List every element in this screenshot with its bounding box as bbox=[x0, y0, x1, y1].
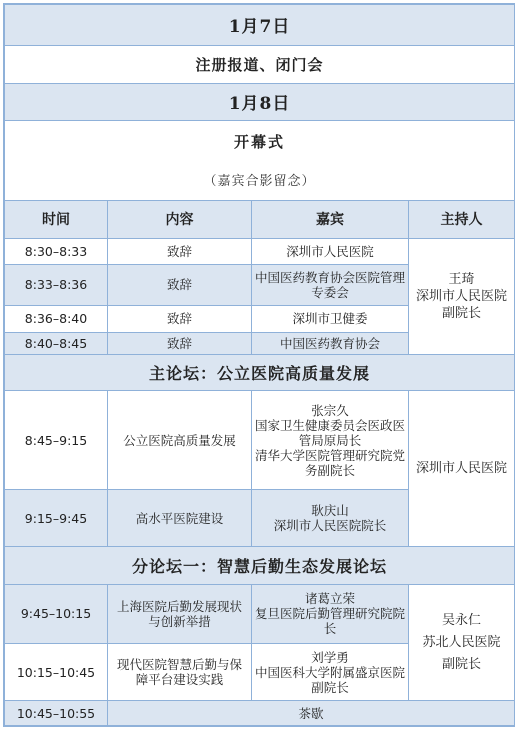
main-forum-guest: 耿庆山 深圳市人民医院院长 bbox=[252, 490, 409, 547]
opening-guest: 深圳市卫健委 bbox=[252, 305, 409, 332]
sub-forum-time: 9:45–10:15 bbox=[5, 584, 108, 643]
header-content: 内容 bbox=[108, 200, 252, 238]
sub-forum-title: 分论坛一：智慧后勤生态发展论坛 bbox=[5, 547, 515, 585]
main-forum-time: 9:15–9:45 bbox=[5, 490, 108, 547]
opening-content: 致辞 bbox=[108, 264, 252, 305]
agenda-table bbox=[4, 4, 515, 726]
opening-time: 8:33–8:36 bbox=[5, 264, 108, 305]
sub-forum-time: 10:15–10:45 bbox=[5, 643, 108, 701]
opening-time: 8:36–8:40 bbox=[5, 305, 108, 332]
opening-guest: 中国医药教育协会医院管理专委会 bbox=[252, 264, 409, 305]
main-forum-host: 深圳市人民医院 bbox=[409, 390, 515, 546]
sub-forum-content: 上海医院后勤发展现状与创新举措 bbox=[108, 584, 252, 643]
opening-time: 8:40–8:45 bbox=[5, 332, 108, 354]
header-guest: 嘉宾 bbox=[252, 200, 409, 238]
main-forum-content: 公立医院高质量发展 bbox=[108, 390, 252, 490]
ceremony-note: （嘉宾合影留念） bbox=[203, 174, 316, 190]
opening-guest: 深圳市人民医院 bbox=[252, 238, 409, 264]
opening-content: 致辞 bbox=[108, 305, 252, 332]
main-forum-guest: 张宗久 国家卫生健康委员会医政医管局原局长 清华大学医院管理研究院党务副院长 bbox=[252, 390, 409, 490]
header-time: 时间 bbox=[5, 200, 108, 238]
opening-content: 致辞 bbox=[108, 332, 252, 354]
opening-host: 王琦 深圳市人民医院副院长 bbox=[409, 238, 515, 355]
sub-forum-guest: 刘学勇 中国医科大学附属盛京医院副院长 bbox=[252, 643, 409, 701]
day1-date: 1月7日 bbox=[5, 5, 515, 46]
ceremony-title: 开幕式 bbox=[234, 133, 286, 152]
opening-time: 8:30–8:33 bbox=[5, 238, 108, 264]
opening-content: 致辞 bbox=[108, 238, 252, 264]
main-forum-time: 8:45–9:15 bbox=[5, 390, 108, 490]
tea-break-label: 茶歇 bbox=[108, 701, 515, 726]
day2-date: 1月8日 bbox=[5, 84, 515, 121]
sub-forum-content: 现代医院智慧后勤与保障平台建设实践 bbox=[108, 643, 252, 701]
main-forum-content: 高水平医院建设 bbox=[108, 490, 252, 547]
sub-forum-host: 吴永仁 苏北人民医院 副院长 bbox=[409, 584, 515, 701]
main-forum-title: 主论坛：公立医院高质量发展 bbox=[5, 355, 515, 391]
day1-event: 注册报道、闭门会 bbox=[5, 45, 515, 84]
tea-break-time: 10:45–10:55 bbox=[5, 701, 108, 726]
header-host: 主持人 bbox=[409, 200, 515, 238]
sub-forum-guest: 诸葛立荣 复旦医院后勤管理研究院院长 bbox=[252, 584, 409, 643]
opening-guest: 中国医药教育协会 bbox=[252, 332, 409, 354]
opening-ceremony bbox=[5, 120, 515, 200]
agenda-sheet bbox=[3, 3, 515, 727]
